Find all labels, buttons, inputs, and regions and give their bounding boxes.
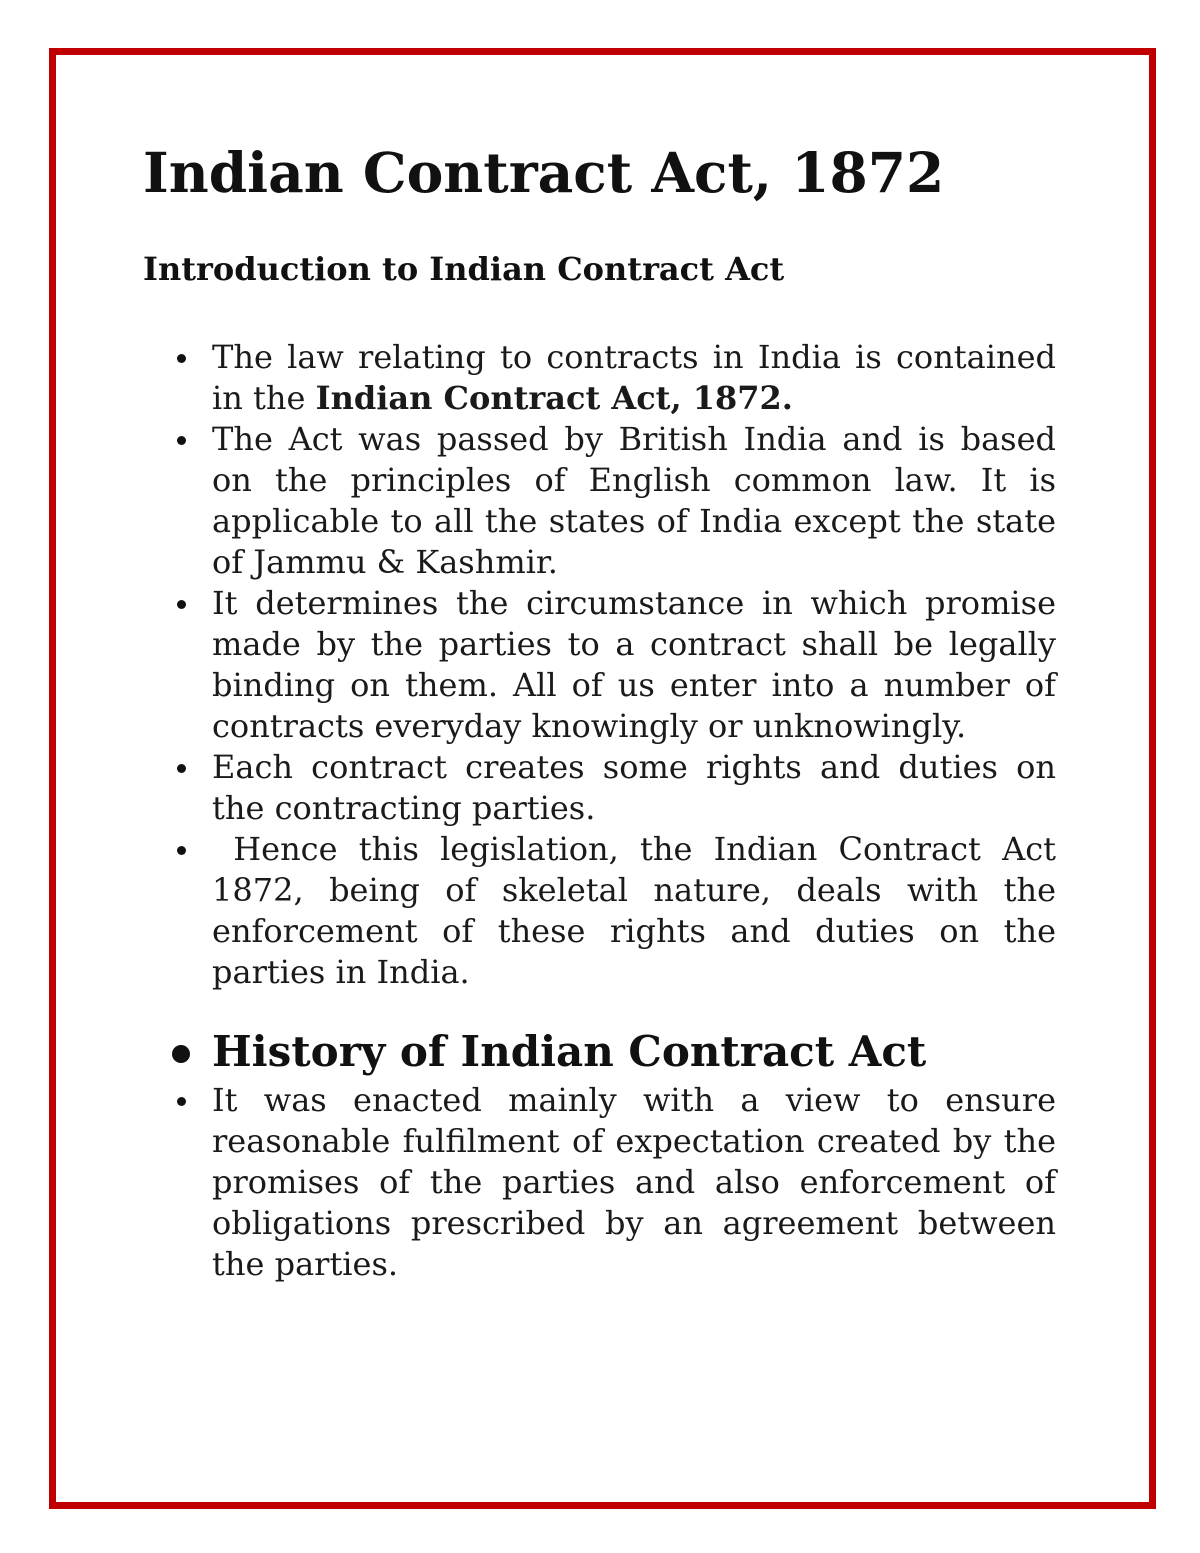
- history-heading: History of Indian Contract Act: [212, 1027, 927, 1077]
- intro-bullet-5-text: Hence this legislation, the Indian Contract Act 1872, being of skeletal nature, deals with the enforcement of these rights and duties on the parties in India.: [212, 830, 1067, 992]
- history-bullet-list: [143, 1080, 1056, 1285]
- intro-bullet-2: [143, 419, 1056, 583]
- intro-bullet-4: [143, 747, 1056, 829]
- history-bullet-1: [143, 1080, 1056, 1285]
- large-bullet-icon: [172, 1045, 190, 1063]
- intro-bullet-1-bold: Indian Contract Act, 1872.: [315, 379, 793, 418]
- bullet-icon: [177, 846, 186, 855]
- intro-bullet-1-text: The law relating to contracts in India is contained in the: [212, 338, 1056, 418]
- intro-bullet-5: [143, 829, 1067, 993]
- intro-bullet-1: [143, 337, 1056, 419]
- bullet-icon: [177, 1097, 186, 1106]
- history-bullet-1-text: It was enacted mainly with a view to ensure reasonable fulfilment of expectation created by the promises of the parties and also enforcement of obligations prescribed by an agreement between the parties.: [212, 1081, 1056, 1284]
- bullet-icon: [177, 600, 186, 609]
- history-section-header: [143, 1024, 1056, 1080]
- bullet-icon: [177, 354, 186, 363]
- intro-bullet-3: [143, 583, 1056, 747]
- intro-bullet-list: [143, 337, 1067, 993]
- bullet-icon: [177, 764, 186, 773]
- page-title: Indian Contract Act, 1872: [143, 140, 945, 205]
- intro-bullet-2-text: The Act was passed by British India and is based on the principles of English common law. It is applicable to all the states of India except the state of Jammu & Kashmir.: [212, 420, 1056, 582]
- intro-bullet-3-text: It determines the circumstance in which promise made by the parties to a contract shall be legally binding on them. All of us enter into a number of contracts everyday knowingly or unknowingly.: [212, 584, 1056, 746]
- intro-bullet-4-text: Each contract creates some rights and duties on the contracting parties.: [212, 748, 1056, 828]
- intro-heading: Introduction to Indian Contract Act: [143, 250, 785, 288]
- document-body: [143, 140, 1067, 1285]
- bullet-icon: [177, 436, 186, 445]
